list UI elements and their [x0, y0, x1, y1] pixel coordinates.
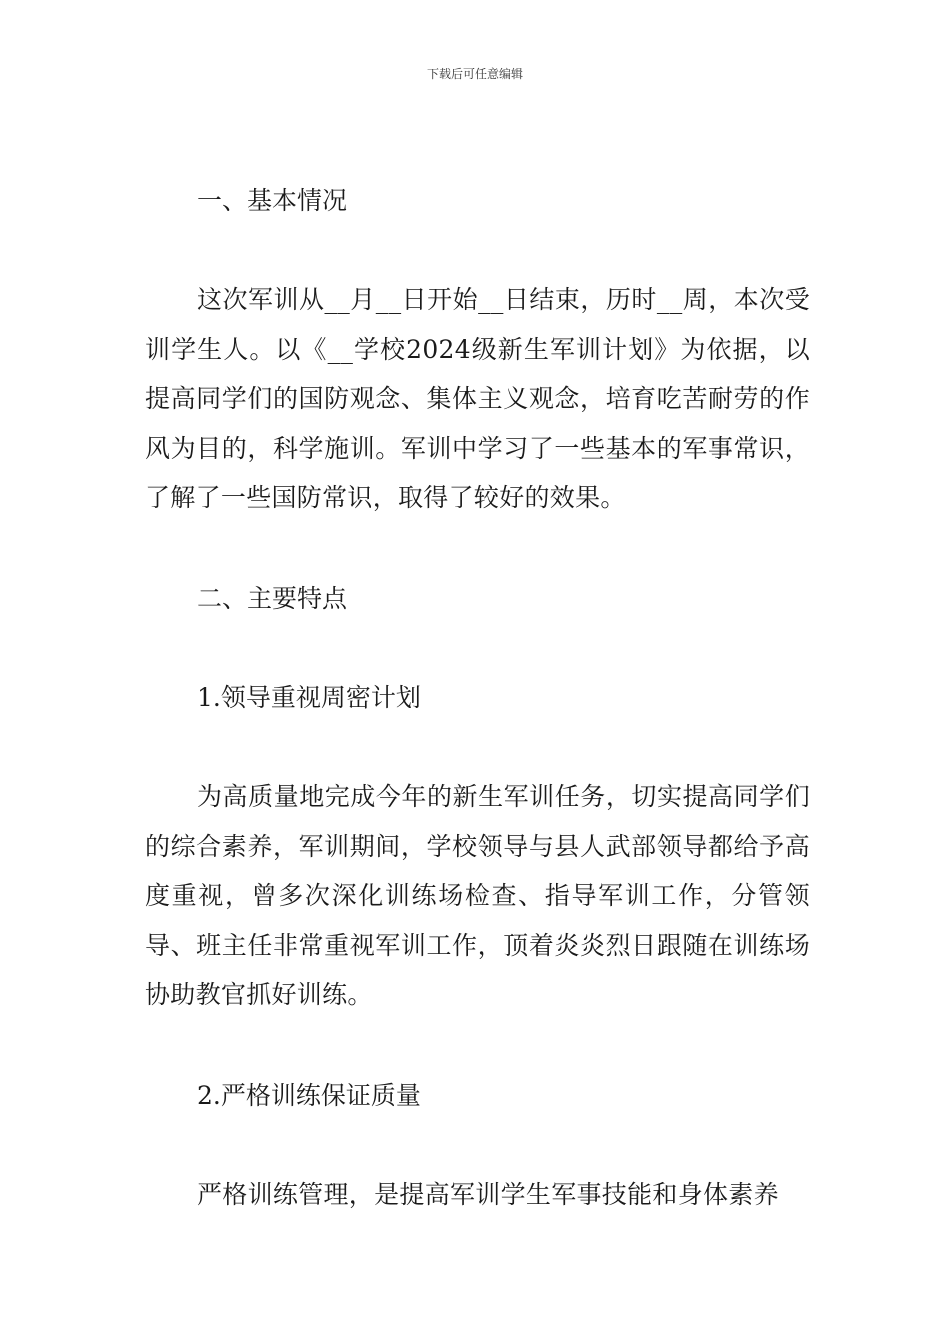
- section-heading-main-features: 二、主要特点: [197, 584, 348, 613]
- paragraph-leadership-planning: 为高质量地完成今年的新生军训任务，切实提高同学们的综合素养，军训期间，学校领导与县人武部领导都给予高度重视，曾多次深化训练场检查、指导军训工作，分管领导、班主任非常重视军训工作，顶着炎炎烈日跟随在训练场协助教官抓好训练。: [145, 782, 810, 1009]
- paragraph-strict-training: 严格训练管理，是提高军训学生军事技能和身体素养: [197, 1180, 779, 1209]
- paragraph-basic-situation: 这次军训从__月__日开始__日结束，历时__周，本次受训学生人。以《__学校2024级新生军训计划》为依据，以提高同学们的国防观念、集体主义观念，培育吃苦耐劳的作风为目的，科学施训。军训中学习了一些基本的军事常识，了解了一些国防常识，取得了较好的效果。: [145, 285, 810, 512]
- subheading-strict-training: 2.严格训练保证质量: [197, 1081, 421, 1110]
- section-heading-basic-situation: 一、基本情况: [197, 186, 348, 215]
- subheading-leadership-planning: 1.领导重视周密计划: [197, 683, 421, 712]
- page-header: 下载后可任意编辑: [426, 67, 523, 81]
